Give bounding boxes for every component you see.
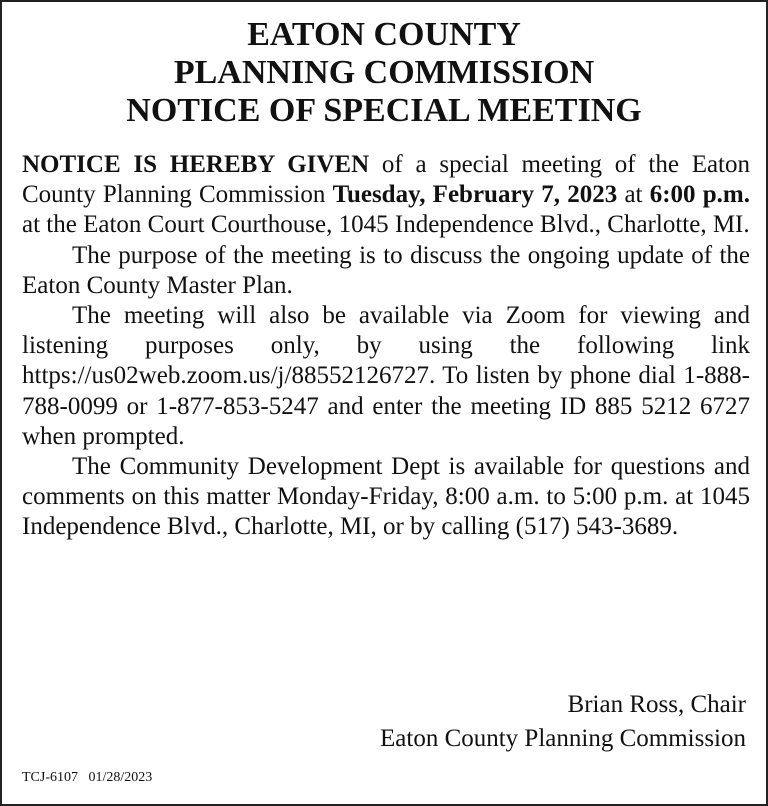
signature-org: Eaton County Planning Commission: [380, 725, 746, 752]
meeting-date: Tuesday, February 7, 2023: [332, 181, 618, 209]
phone-instructions: . To listen by phone dial 1-888-788-0099 or 1-877-853-5247 and enter the meeting ID 885 5212 6727 when prompted.: [22, 362, 750, 450]
paragraph-zoom: [22, 301, 750, 452]
publication-date: 01/28/2023: [88, 770, 153, 785]
publication-code: TCJ-6107: [22, 770, 78, 785]
title-line-meeting: NOTICE OF SPECIAL MEETING: [126, 92, 642, 129]
zoom-intro: The meeting will also be available via Zoom for viewing and listening purposes only, by using the following link: [22, 302, 750, 360]
announcement-at: at: [617, 181, 650, 209]
signature-name: Brian Ross, Chair: [567, 691, 746, 718]
zoom-link[interactable]: https://us02web.zoom.us/j/88552126727: [22, 362, 429, 390]
title-line-commission: PLANNING COMMISSION: [173, 54, 595, 91]
meeting-time: 6:00 p.m.: [649, 181, 750, 209]
paragraph-announcement: [22, 150, 750, 241]
notice-title: [2, 16, 766, 130]
paragraph-contact: The Community Development Dept is available for questions and comments on this matter Monday-Friday, 8:00 a.m. to 5:00 p.m. at 1045 Independence Blvd., Charlotte, MI, or by calling (517) 543-3689.: [22, 453, 750, 541]
publication-footer: [22, 769, 152, 787]
notice-lead: NOTICE IS HEREBY GIVEN: [22, 151, 370, 178]
paragraph-purpose: The purpose of the meeting is to discuss the ongoing update of the Eaton County Master Plan.: [22, 241, 750, 299]
title-line-county: EATON COUNTY: [247, 16, 521, 53]
announcement-text: of a special meeting of the Eaton County Planning Commission: [22, 151, 751, 209]
notice-body: [22, 150, 750, 543]
signature-block: [380, 688, 746, 756]
meeting-location: at the Eaton Court Courthouse, 1045 Independence Blvd., Charlotte, MI.: [22, 211, 750, 239]
